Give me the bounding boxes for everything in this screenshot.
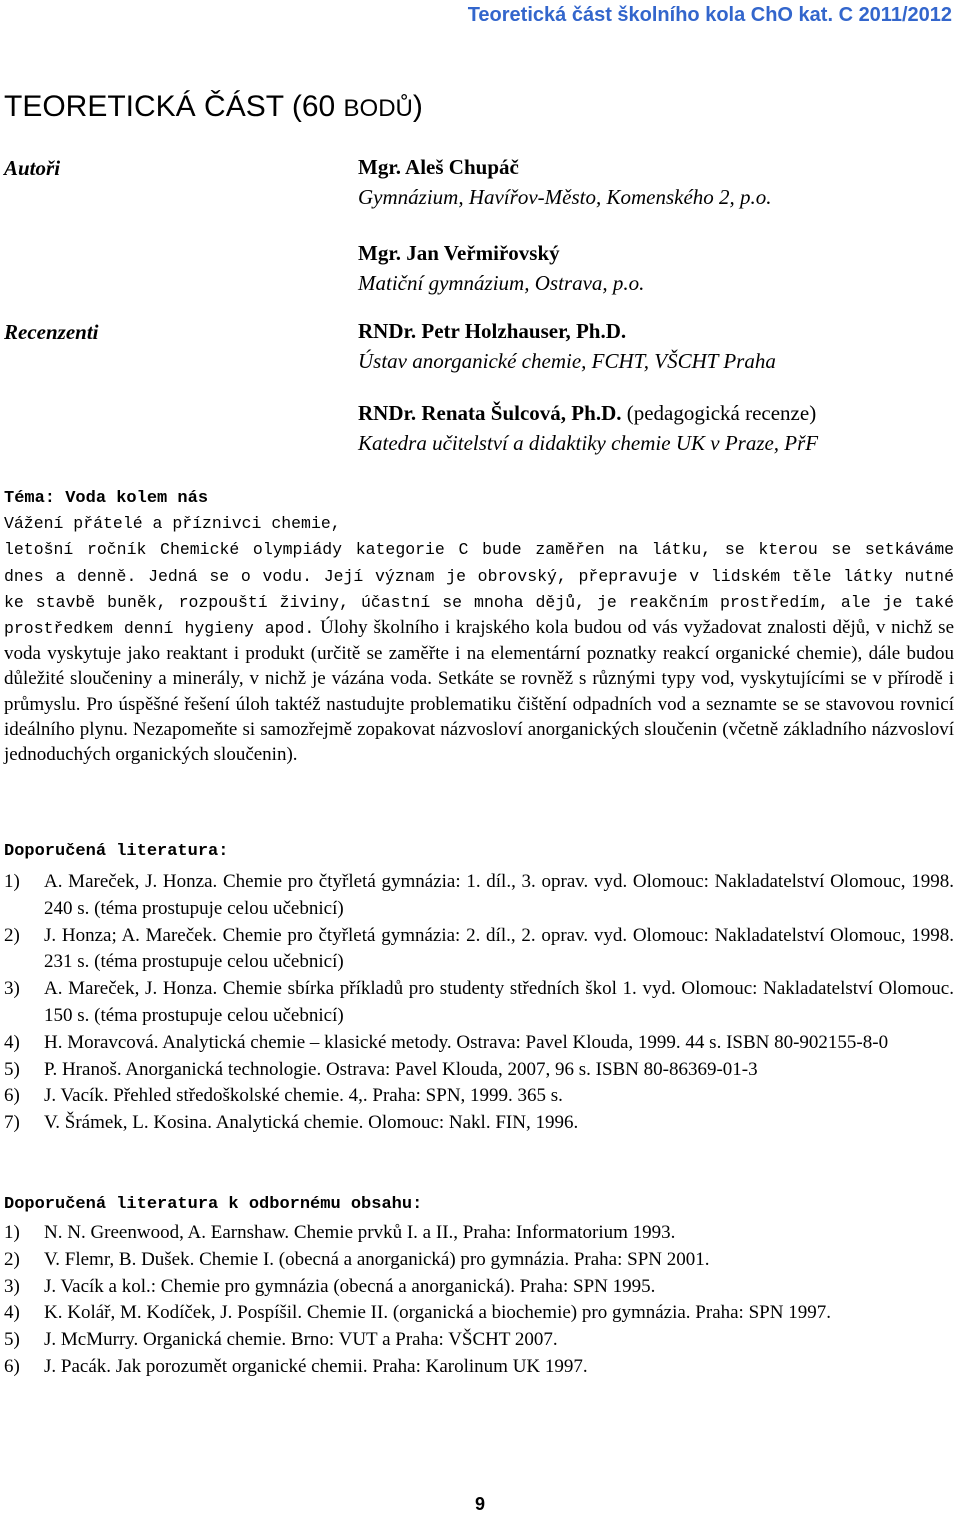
literature-item: 3) A. Mareček, J. Honza. Chemie sbírka příkladů pro studenty středních škol 1. vyd. Olomouc: Nakladatelství Olomouc. 150 s. (téma prostupuje celou učebnicí) [4, 978, 954, 1026]
literature-item: 4) K. Kolář, M. Kodíček, J. Pospíšil. Chemie II. (organická a biochemie) pro gymnázia. Praha: SPN 1997. [4, 1302, 831, 1324]
expert-literature-heading: Doporučená literatura k odbornému obsahu: [4, 1195, 423, 1214]
literature-item: 1) A. Mareček, J. Honza. Chemie pro čtyřletá gymnázia: 1. díl., 3. oprav. vyd. Olomouc: Nakladatelství Olomouc, 1998. 240 s. (téma prostupuje celou učebnicí) [4, 871, 954, 919]
author-affiliation: Matiční gymnázium, Ostrava, p.o. [358, 271, 645, 295]
topic-section [4, 486, 954, 767]
author-affiliation: Gymnázium, Havířov-Město, Komenského 2, p.o. [358, 185, 772, 209]
reviewer-entry [358, 398, 818, 458]
role-authors-label: Autoři [4, 156, 61, 180]
literature-item: 7) V. Šrámek, L. Kosina. Analytická chemie. Olomouc: Nakl. FIN, 1996. [4, 1112, 579, 1134]
reviewer-name: RNDr. Renata Šulcová, Ph.D. (pedagogická recenze) [358, 401, 817, 425]
section-title: TEORETICKÁ ČÁST (60 BODŮ) [4, 90, 423, 123]
topic-greeting: Vážení přátelé a příznivci chemie, [4, 514, 341, 534]
reviewer-name: RNDr. Petr Holzhauser, Ph.D. [358, 319, 627, 343]
review-type-note: (pedagogická recenze) [621, 401, 817, 425]
literature-item: 3) J. Vacík a kol.: Chemie pro gymnázia (obecná a anorganická). Praha: SPN 1995. [4, 1275, 656, 1297]
literature-item: 5) P. Hranoš. Anorganická technologie. Ostrava: Pavel Klouda, 2007, 96 s. ISBN 80-86369-01-3 [4, 1058, 758, 1080]
literature-item: 1) N. N. Greenwood, A. Earnshaw. Chemie prvků I. a II., Praha: Informatorium 1993. [4, 1222, 676, 1243]
author-entry [358, 152, 772, 212]
literature-item: 6) J. Vacík. Přehled středoškolské chemie. 4,. Praha: SPN, 1999. 365 s. [4, 1085, 563, 1107]
topic-heading: Téma: Voda kolem nás [4, 489, 209, 508]
literature-item: 5) J. McMurry. Organická chemie. Brno: VUT a Praha: VŠCHT 2007. [4, 1329, 558, 1351]
literature-item: 2) J. Honza; A. Mareček. Chemie pro čtyřletá gymnázia: 2. díl., 2. oprav. vyd. Olomouc: Nakladatelství Olomouc, 1998. 231 s. (téma prostupuje celou učebnicí) [4, 924, 954, 973]
literature-heading: Doporučená literatura: [4, 842, 229, 861]
literature-item: 4) H. Moravcová. Analytická chemie – klasické metody. Ostrava: Pavel Klouda, 1999. 44 s. ISBN 80-902155-8-0 [4, 1031, 889, 1053]
reviewer-entry [358, 316, 776, 376]
expert-literature-list [4, 1220, 954, 1381]
section-title-small-caps: BODŮ [343, 95, 413, 122]
topic-paragraph [4, 536, 954, 767]
role-reviewers-label: Recenzenti [4, 320, 99, 344]
literature-list [4, 869, 954, 1137]
author-name: Mgr. Jan Veřmiřovský [358, 241, 560, 265]
page-number: 9 [474, 1494, 485, 1514]
running-header: Teoretická část školního kola ChO kat. C 2011/2012 [467, 4, 952, 26]
topic-paragraph-intro: letošní ročník Chemické olympiády kategorie C bude zaměřen na látku, se kterou se setkáváme dnes a denně. Jedná se o vodu. Její význam je obrovský, přepravuje v lidském těle látky nutné ke stavbě buněk, rozpouští živiny, účastní se mnoha dějů, je reakčním prostředím, ale je také prostředkem denní hygieny apod. [4, 540, 954, 639]
author-name: Mgr. Aleš Chupáč [358, 155, 519, 179]
author-entry [358, 238, 644, 298]
topic-paragraph-main: Úlohy školního i krajského kola budou od vás vyžadovat znalosti dějů, v nichž se voda vyskytuje jako reaktant i produkt (určitě se zaměřte i na elementární poznatky reakcí organické chemie), dále budou důležité sloučeniny a minerály, v nichž je vázána voda. Setkáte se rovněž s různými typy vod, vyskytujícími se v přírodě i průmyslu. Pro úspěšné řešení úloh taktéž nastudujte problematiku čištění odpadních vod a seznamte se se stavovou rovnicí ideálního plynu. Nezapomeňte si samozřejmě zopakovat názvosloví anorganických sloučenin (včetně základního názvosloví jednoduchých organických sloučenin). [4, 617, 955, 766]
reviewer-affiliation: Ústav anorganické chemie, FCHT, VŠCHT Praha [358, 349, 776, 373]
literature-item: 6) J. Pacák. Jak porozumět organické chemii. Praha: Karolinum UK 1997. [4, 1355, 588, 1377]
reviewer-affiliation: Katedra učitelství a didaktiky chemie UK v Praze, PřF [358, 431, 819, 455]
literature-item: 2) V. Flemr, B. Dušek. Chemie I. (obecná a anorganická) pro gymnázia. Praha: SPN 2001. [4, 1248, 710, 1270]
